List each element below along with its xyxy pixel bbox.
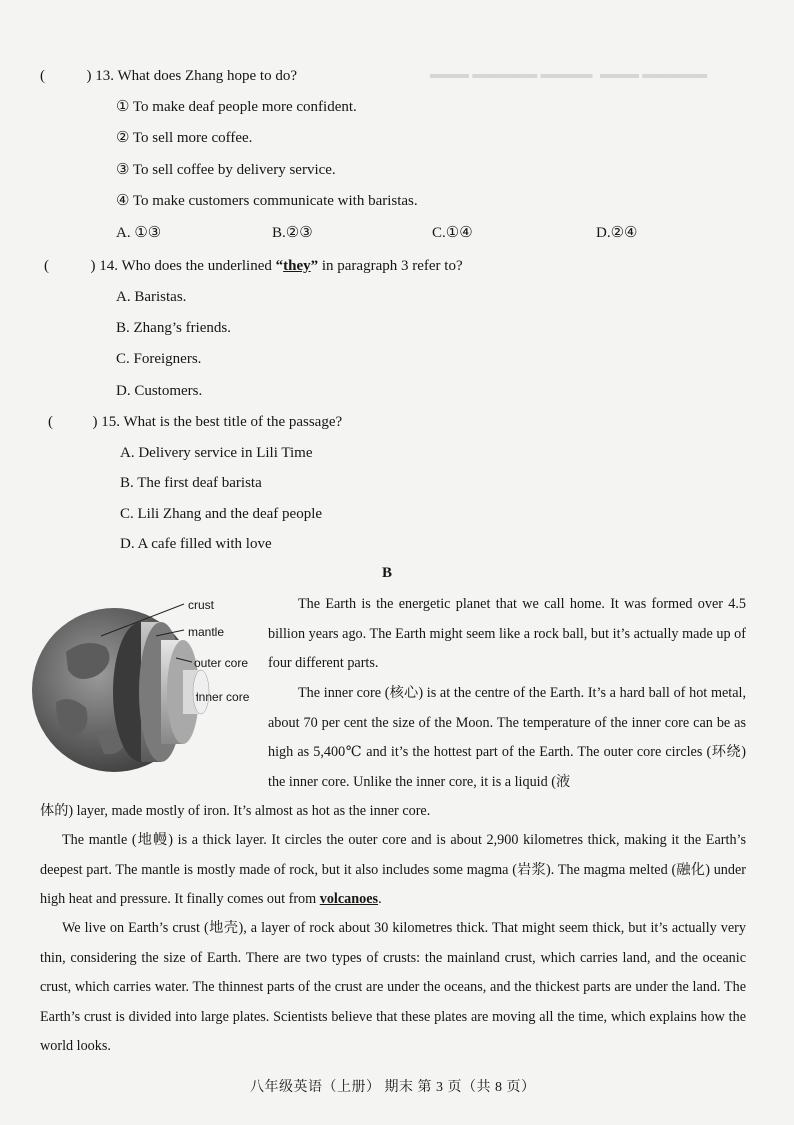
q13-choice-c[interactable]: C.①④ — [432, 225, 473, 241]
earth-layers-diagram — [26, 592, 271, 777]
q15-option-a[interactable]: A. Delivery service in Lili Time — [120, 445, 313, 461]
q13-text: ) 13. What does Zhang hope to do? — [86, 68, 298, 84]
answer-paren-open[interactable]: ( — [48, 414, 53, 430]
label-outer-core: outer core — [194, 656, 249, 670]
show-through-mark: ▬▬▬ ▬▬▬▬▬ ▬▬▬▬ — [430, 66, 593, 81]
passage-paragraph-3: The mantle (地幔) is a thick layer. It circles the outer core and is about 2,900 kilometres thick, making it the Earth’s deepest part. The mantle is mostly made of rock, but it also includes some magma (岩浆). The magma melted (融化) under high heat and pressure. It finally comes out from volcanoes. — [40, 832, 746, 907]
quote-close: ” — [310, 258, 319, 274]
q15-option-d[interactable]: D. A cafe filled with love — [120, 536, 272, 552]
answer-paren-open[interactable]: ( — [44, 258, 49, 274]
passage-paragraph-2-continued: 体的) layer, made mostly of iron. It’s almost as hot as the inner core. — [40, 803, 431, 819]
quote-open: “ — [275, 258, 284, 274]
q13-choice-d[interactable]: D.②④ — [596, 225, 638, 241]
q14-option-a[interactable]: A. Baristas. — [116, 289, 187, 305]
q13-option-4: ④ To make customers communicate with baristas. — [116, 193, 418, 209]
q14-option-d[interactable]: D. Customers. — [116, 383, 203, 399]
q15-option-c[interactable]: C. Lili Zhang and the deaf people — [120, 506, 323, 522]
label-inner-core: inner core — [196, 690, 250, 704]
q14-option-b[interactable]: B. Zhang’s friends. — [116, 320, 231, 336]
page-footer: 八年级英语（上册） 期末 第 3 页（共 8 页） — [250, 1080, 536, 1095]
q13-option-3: ③ To sell coffee by delivery service. — [116, 162, 336, 178]
underlined-word: they — [283, 258, 311, 274]
passage-paragraph-1: The Earth is the energetic planet that we call home. It was formed over 4.5 billion years ago. The Earth might seem like a rock ball, but it’s actually made up of four different parts. — [268, 596, 746, 671]
q15-text: ) 15. What is the best title of the passage? — [92, 414, 343, 430]
q14-text-post: in paragraph 3 refer to? — [318, 258, 463, 274]
q13-choice-a[interactable]: A. ①③ — [116, 225, 162, 241]
passage-paragraph-2: The inner core (核心) is at the centre of the Earth. It’s a hard ball of hot metal, about 70 per cent the size of the Moon. The temperature of the inner core can be as high as 5,400℃ and it’s the hottest part of the Earth. The outer core circles (环绕) the inner core. Unlike the inner core, it is a liquid (液 — [268, 685, 746, 790]
q14-text-pre: ) 14. Who does the underlined — [90, 258, 276, 274]
q13-stem — [40, 66, 297, 86]
passage-paragraph-4: We live on Earth’s crust (地壳), a layer of rock about 30 kilometres thick. That might seem thick, but it’s actually very thin, considering the size of Earth. There are two types of crusts: the mainland crust, which carries land, and the oceanic crust, which carries water. The thinnest parts of the crust are under the oceans, and the thickest parts are under the land. The Earth’s crust is divided into large plates. Scientists believe that these plates are moving all the time, which explains how the world looks. — [40, 920, 746, 1054]
q15-option-b[interactable]: B. The first deaf barista — [120, 475, 262, 491]
show-through-mark: ▬▬▬ ▬▬▬▬▬ — [600, 66, 708, 81]
q13-option-1: ① To make deaf people more confident. — [116, 99, 357, 115]
underlined-word: volcanoes — [319, 891, 379, 907]
answer-paren-open[interactable]: ( — [40, 68, 45, 84]
label-crust: crust — [188, 598, 215, 612]
q14-option-c[interactable]: C. Foreigners. — [116, 351, 202, 367]
q13-option-2: ② To sell more coffee. — [116, 130, 253, 146]
q14-stem — [44, 256, 463, 276]
q13-choice-b[interactable]: B.②③ — [272, 225, 313, 241]
label-mantle: mantle — [188, 625, 225, 639]
q15-stem — [48, 412, 342, 432]
section-heading-b: B — [382, 565, 393, 581]
